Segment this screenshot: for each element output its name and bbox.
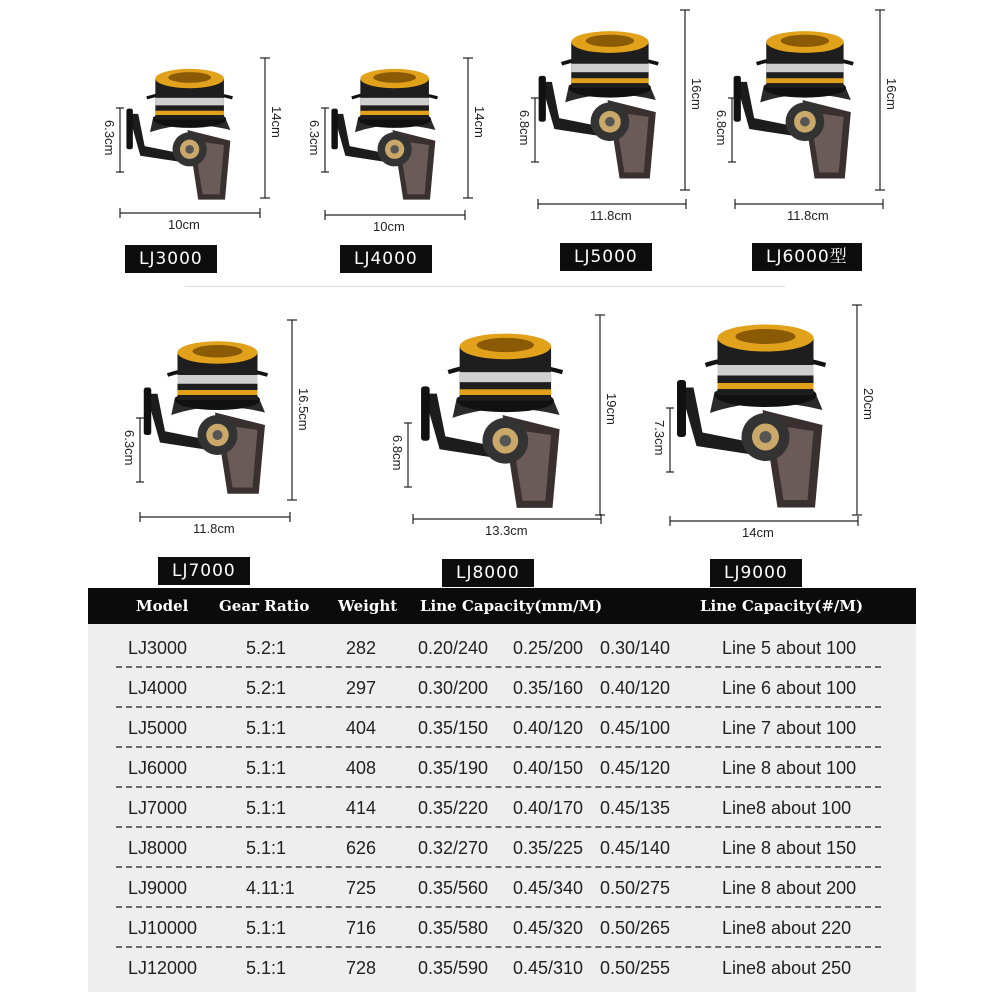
table-cell: 0.20/240 <box>418 638 489 658</box>
table-cell: 5.1:1 <box>246 798 287 818</box>
table-cell: Line 8 about 100 <box>722 758 857 778</box>
table-cell: 0.35/190 <box>418 758 489 778</box>
reel-width-label: 14cm <box>742 525 774 540</box>
table-cell: 0.32/270 <box>418 838 489 858</box>
reel-height-label: 19cm <box>604 393 619 425</box>
reel-lj9000 <box>670 305 855 515</box>
table-cell: 404 <box>346 718 377 738</box>
model-tag: LJ9000 <box>710 559 802 587</box>
header-gear-ratio: Gear Ratio <box>219 597 310 615</box>
table-row <box>88 628 916 668</box>
table-row <box>88 948 916 988</box>
table-cell: 0.30/140 <box>600 638 671 658</box>
reel-handle-label: 7.3cm <box>652 420 667 456</box>
table-cell: 0.35/590 <box>418 958 489 978</box>
table-cell: 725 <box>346 878 377 898</box>
table-cell: 0.45/135 <box>600 798 671 818</box>
table-cell: 282 <box>346 638 377 658</box>
fishing-reel-icon <box>140 320 290 505</box>
table-cell: LJ4000 <box>128 678 188 698</box>
table-cell: LJ5000 <box>128 718 188 738</box>
fishing-reel-icon <box>535 10 680 190</box>
table-cell: 0.40/120 <box>513 718 584 738</box>
table-cell: 0.40/170 <box>513 798 584 818</box>
table-cell: 0.35/580 <box>418 918 489 938</box>
table-cell: 5.2:1 <box>246 678 287 698</box>
fishing-reel-icon <box>410 315 595 515</box>
table-cell: Line8 about 100 <box>722 798 852 818</box>
table-cell: 626 <box>346 838 377 858</box>
fishing-reel-icon <box>120 55 255 205</box>
table-cell: 0.45/140 <box>600 838 671 858</box>
reel-lj8000 <box>410 315 595 515</box>
reel-lj3000 <box>120 55 255 205</box>
model-tag: LJ4000 <box>340 245 432 273</box>
reel-height-label: 16cm <box>884 78 899 110</box>
reel-width-label: 13.3cm <box>485 523 528 538</box>
table-cell: 5.2:1 <box>246 638 287 658</box>
table-cell: Line 8 about 150 <box>722 838 857 858</box>
table-cell: 0.30/200 <box>418 678 489 698</box>
table-cell: Line 5 about 100 <box>722 638 857 658</box>
reel-handle-label: 6.3cm <box>122 430 137 466</box>
divider-line <box>185 286 785 287</box>
table-cell: 4.11:1 <box>246 878 295 898</box>
model-tag: LJ7000 <box>158 557 250 585</box>
table-cell: LJ8000 <box>128 838 188 858</box>
table-row <box>88 828 916 868</box>
table-cell: LJ12000 <box>128 958 198 978</box>
model-tag: LJ8000 <box>442 559 534 587</box>
table-row <box>88 668 916 708</box>
table-cell: 0.25/200 <box>513 638 584 658</box>
reel-height-label: 16cm <box>689 78 704 110</box>
model-tag: LJ3000 <box>125 245 217 273</box>
table-cell: 0.40/150 <box>513 758 584 778</box>
table-cell: 0.40/120 <box>600 678 671 698</box>
table-cell: 414 <box>346 798 377 818</box>
reel-handle-label: 6.8cm <box>517 110 532 146</box>
table-cell: 0.50/255 <box>600 958 671 978</box>
table-cell: LJ7000 <box>128 798 188 818</box>
table-cell: LJ9000 <box>128 878 188 898</box>
table-cell: 728 <box>346 958 377 978</box>
reel-width-label: 10cm <box>168 217 200 232</box>
reel-height-label: 14cm <box>472 106 487 138</box>
table-cell: 5.1:1 <box>246 838 287 858</box>
header-line-capacity-mm: Line Capacity(mm/M) <box>420 597 603 615</box>
fishing-reel-icon <box>670 305 855 515</box>
reel-handle-label: 6.8cm <box>390 435 405 471</box>
model-tag: LJ6000型 <box>752 243 862 271</box>
fishing-reel-icon <box>325 55 460 205</box>
reel-height-label: 20cm <box>861 388 876 420</box>
model-tag: LJ5000 <box>560 243 652 271</box>
spec-table-header <box>88 588 916 624</box>
table-cell: Line 8 about 200 <box>722 878 857 898</box>
reel-handle-label: 6.3cm <box>102 120 117 156</box>
table-cell: 5.1:1 <box>246 918 287 938</box>
table-cell: 0.45/340 <box>513 878 584 898</box>
table-cell: 0.50/265 <box>600 918 671 938</box>
reel-handle-label: 6.3cm <box>307 120 322 156</box>
table-cell: 0.35/160 <box>513 678 584 698</box>
header-model: Model <box>136 597 189 615</box>
reel-lj7000 <box>140 320 290 505</box>
table-row <box>88 788 916 828</box>
table-cell: 0.35/225 <box>513 838 584 858</box>
table-cell: 0.35/220 <box>418 798 489 818</box>
table-cell: Line 6 about 100 <box>722 678 857 698</box>
table-cell: 716 <box>346 918 377 938</box>
table-cell: 408 <box>346 758 377 778</box>
reel-width-label: 11.8cm <box>787 208 829 223</box>
reel-width-label: 11.8cm <box>590 208 632 223</box>
table-cell: Line8 about 250 <box>722 958 852 978</box>
header-line-capacity-hash: Line Capacity(#/M) <box>700 597 864 615</box>
reel-width-label: 11.8cm <box>193 521 235 536</box>
table-cell: 0.45/100 <box>600 718 671 738</box>
table-row <box>88 908 916 948</box>
header-weight: Weight <box>338 597 398 615</box>
table-cell: Line8 about 220 <box>722 918 852 938</box>
table-cell: LJ6000 <box>128 758 188 778</box>
table-cell: LJ10000 <box>128 918 198 938</box>
table-cell: 5.1:1 <box>246 758 287 778</box>
reel-lj4000 <box>325 55 460 205</box>
table-cell: 0.45/310 <box>513 958 584 978</box>
table-cell: 0.50/275 <box>600 878 671 898</box>
table-cell: 0.35/150 <box>418 718 489 738</box>
reel-height-label: 14cm <box>269 106 284 138</box>
table-cell: 0.35/560 <box>418 878 489 898</box>
table-cell: 5.1:1 <box>246 718 287 738</box>
fishing-reel-icon <box>730 10 875 190</box>
table-cell: 0.45/320 <box>513 918 584 938</box>
reel-height-label: 16.5cm <box>296 388 311 431</box>
table-cell: 297 <box>346 678 377 698</box>
reel-lj5000 <box>535 10 680 190</box>
table-cell: LJ3000 <box>128 638 188 658</box>
table-cell: 5.1:1 <box>246 958 287 978</box>
table-cell: Line 7 about 100 <box>722 718 857 738</box>
spec-table <box>88 588 916 992</box>
reel-width-label: 10cm <box>373 219 405 234</box>
reel-handle-label: 6.8cm <box>714 110 729 146</box>
table-row <box>88 708 916 748</box>
table-row <box>88 868 916 908</box>
table-cell: 0.45/120 <box>600 758 671 778</box>
table-row <box>88 748 916 788</box>
reel-lj6000 <box>730 10 875 190</box>
